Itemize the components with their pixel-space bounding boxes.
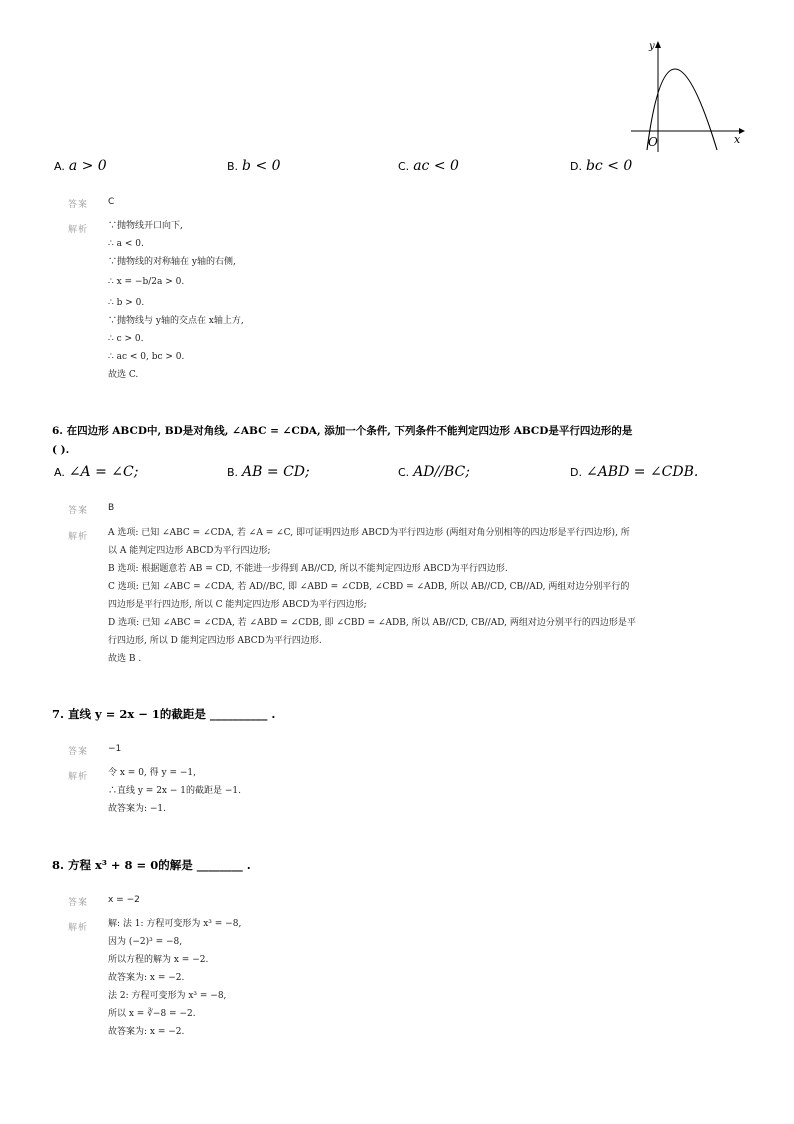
q6-option-c-letter: C. [398,466,410,479]
q7-stem: 7. 直线 y = 2x − 1的截距是 __________ . [52,707,276,721]
q5-option-a [54,158,107,174]
q6-option-c-expr: AD//BC; [413,464,470,480]
q6-option-a [54,464,138,480]
analysis-line: C 选项: 已知 ∠ABC = ∠CDA, 若 AD//BC, 即 ∠ABD = ∠CDB, ∠CBD = ∠ADB, 所以 AB//CD, CB//AD, 两组对边分别平行的 [108,582,630,592]
analysis-line: 因为 (−2)³ = −8, [108,937,183,947]
q5-analysis [108,217,728,384]
q6-option-b-letter: B. [227,466,239,479]
q6-analysis-label: 解析 [68,532,89,542]
q6-option-a-letter: A. [54,466,65,479]
q5-option-b [227,158,281,174]
q5-answer-label: 答案 [68,200,89,210]
q5-option-c [398,158,459,174]
q6-option-d-expr: ∠ABD = ∠CDB. [585,464,699,480]
q8-stem: 8. 方程 x³ + 8 = 0的解是 ________ . [52,858,251,872]
q5-analysis-label: 解析 [68,225,89,235]
analysis-line: ∴ ac < 0, bc > 0. [108,352,185,362]
q6-answer: B [108,503,115,513]
origin-label: O [648,135,658,149]
q7-analysis [108,764,728,818]
analysis-line: 故答案为: x = −2. [108,1027,185,1037]
q6-option-c [398,464,470,480]
q8-analysis [108,915,728,1041]
y-axis-arrow [655,41,661,48]
q5-option-c-letter: C. [398,160,410,173]
q5-answer: C [108,197,115,207]
q5-option-d [570,158,632,174]
x-axis-label: x [734,133,741,146]
analysis-line: 故答案为: x = −2. [108,973,185,983]
analysis-line: 解: 法 1: 方程可变形为 x³ = −8, [108,919,242,929]
analysis-line: A 选项: 已知 ∠ABC = ∠CDA, 若 ∠A = ∠C, 即可证明四边形 ABCD为平行四边形 (两组对角分别相等的四边形是平行四边形), 所 [108,528,630,538]
q5-option-d-expr: bc < 0 [585,158,633,174]
q6-option-b-expr: AB = CD; [242,464,310,480]
q6-option-d-letter: D. [570,466,582,479]
q6-stem-line1: 6. 在四边形 ABCD中, BD是对角线, ∠ABC = ∠CDA, 添加一个条件, 下列条件不能判定四边形 ABCD是平行四边形的是 [52,425,633,437]
q7-answer: −1 [108,744,122,754]
analysis-line: ∴直线 y = 2x − 1的截距是 −1. [108,786,241,796]
analysis-line: 所以方程的解为 x = −2. [108,955,209,965]
q5-option-c-expr: ac < 0 [413,158,459,174]
analysis-line: ∵抛物线开口向下, [108,221,183,231]
q8-answer: x = −2 [108,895,140,905]
analysis-line: 行四边形, 所以 D 能判定四边形 ABCD为平行四边形. [108,636,322,646]
q8-analysis-label: 解析 [68,923,89,933]
analysis-line: ∴ c > 0. [108,334,144,344]
q6-answer-label: 答案 [68,506,89,516]
analysis-line: 故选 B . [108,654,142,664]
analysis-line: 令 x = 0, 得 y = −1, [108,768,196,778]
analysis-line: 故选 C. [108,370,139,380]
q7-answer-label: 答案 [68,747,89,757]
q6-stem-line2: ( ). [52,444,70,456]
analysis-line: ∵抛物线与 y轴的交点在 x轴上方, [108,316,244,326]
q5-option-a-expr: a > 0 [68,158,107,174]
parabola-graph [625,38,745,156]
analysis-line: ∴ x = −b/2a > 0. [108,277,185,287]
q6-option-b [227,464,310,480]
q6-option-a-expr: ∠A = ∠C; [68,464,139,480]
analysis-line: 四边形是平行四边形, 所以 C 能判定四边形 ABCD为平行四边形; [108,600,367,610]
analysis-line: B 选项: 根据题意若 AB = CD, 不能进一步得到 AB//CD, 所以不能判定四边形 ABCD为平行四边形. [108,564,508,574]
analysis-line: D 选项: 已知 ∠ABC = ∠CDA, 若 ∠ABD = ∠CDB, 即 ∠CBD = ∠ADB, 所以 AB//CD, CB//AD, 两组对边分别平行的四边形是平 [108,618,636,628]
analysis-line: ∴ a < 0. [108,239,144,249]
analysis-line: 故答案为: −1. [108,804,167,814]
q5-option-a-letter: A. [54,160,65,173]
analysis-line: 以 A 能判定四边形 ABCD为平行四边形; [108,546,271,556]
analysis-line: 所以 x = ∛−8 = −2. [108,1009,196,1019]
q5-option-b-letter: B. [227,160,239,173]
q7-analysis-label: 解析 [68,772,89,782]
q6-analysis [108,524,733,668]
q6-option-d [570,464,698,480]
analysis-line: ∴ b > 0. [108,298,145,308]
analysis-line: ∵抛物线的对称轴在 y轴的右侧, [108,257,236,267]
q5-option-d-letter: D. [570,160,582,173]
y-axis-label: y [649,41,655,52]
q8-answer-label: 答案 [68,898,89,908]
q5-option-b-expr: b < 0 [242,158,281,174]
analysis-line: 法 2: 方程可变形为 x³ = −8, [108,991,227,1001]
